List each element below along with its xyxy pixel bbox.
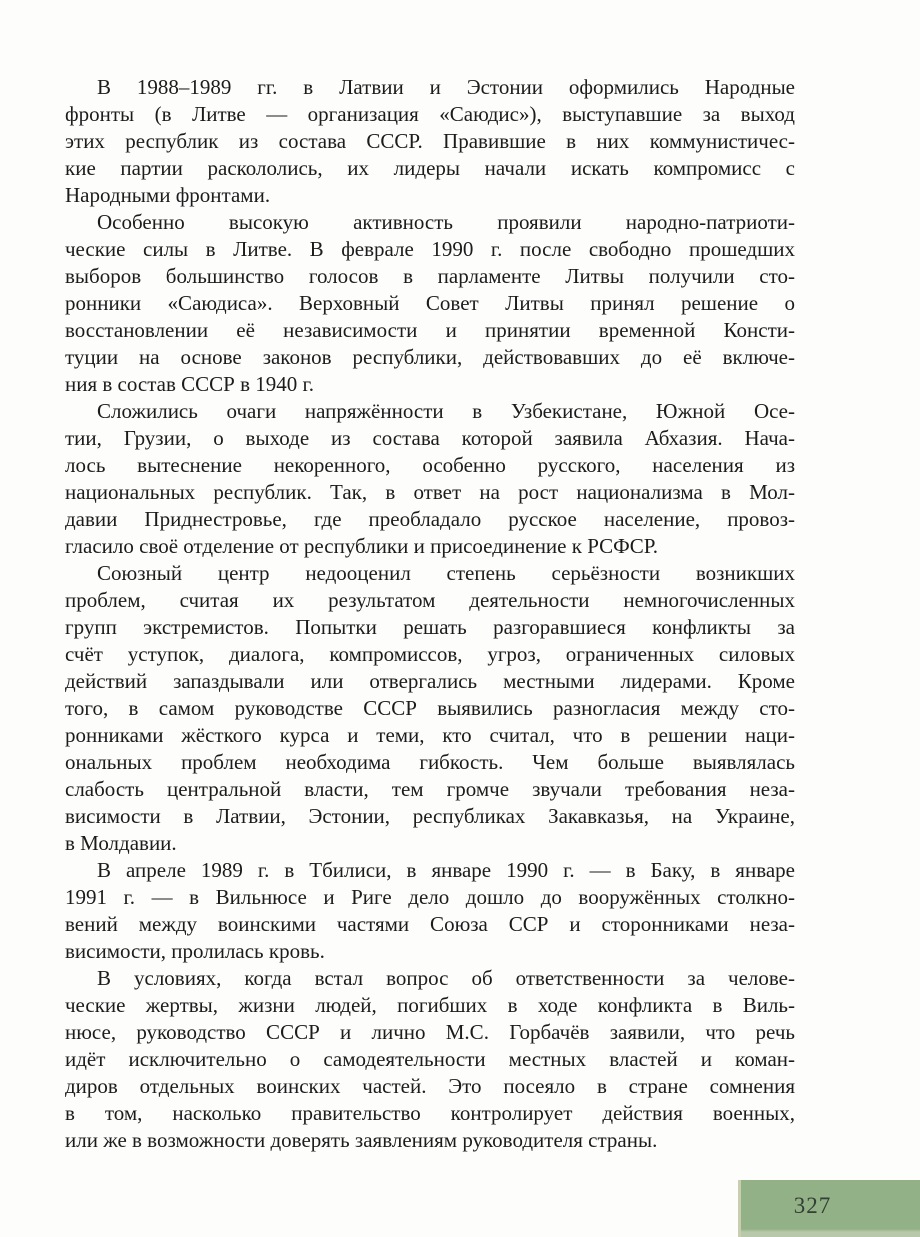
text-line: ния в состав СССР в 1940 г. xyxy=(65,372,314,396)
text-line: выборов большинство голосов в парламенте Литвы получили сто- xyxy=(65,264,795,288)
text-line: проблем, считая их результатом деятельности немногочисленных xyxy=(65,588,795,612)
text-line: Союзный центр недооценил степень серьёзности возникших xyxy=(97,561,795,585)
text-line: слабость центральной власти, тем громче звучали требования неза- xyxy=(65,777,795,801)
text-line: идёт исключительно о самодеятельности местных властей и коман- xyxy=(65,1047,795,1071)
text-line: в Молдавии. xyxy=(65,831,177,855)
text-line: счёт уступок, диалога, компромиссов, угроз, ограниченных силовых xyxy=(65,642,795,666)
text-line: кие партии раскололись, их лидеры начали искать компромисс с xyxy=(65,156,795,180)
text-line: Народными фронтами. xyxy=(65,183,271,207)
text-line: в том, насколько правительство контролирует действия военных, xyxy=(65,1101,795,1125)
page-number: 327 xyxy=(793,1192,832,1218)
text-line: Особенно высокую активность проявили народно-патриоти- xyxy=(97,210,795,234)
page-number-bar xyxy=(738,1180,920,1237)
text-line: или же в возможности доверять заявлениям руководителя страны. xyxy=(65,1128,658,1152)
text-line: ональных проблем необходима гибкость. Чем больше выявлялась xyxy=(65,750,795,774)
text-line: висимости, пролилась кровь. xyxy=(65,939,325,963)
text-line: нюсе, руководство СССР и лично М.С. Горбачёв заявили, что речь xyxy=(65,1020,795,1044)
text-line: 1991 г. — в Вильнюсе и Риге дело дошло до вооружённых столкно- xyxy=(65,885,795,909)
text-line: ческие силы в Литве. В феврале 1990 г. после свободно прошедших xyxy=(65,237,795,261)
text-line: В условиях, когда встал вопрос об ответственности за челове- xyxy=(97,966,795,990)
text-line: Сложились очаги напряжённости в Узбекистане, Южной Осе- xyxy=(97,399,795,423)
text-line: туции на основе законов республики, действовавших до её включе- xyxy=(65,345,795,369)
text-line: того, в самом руководстве СССР выявились разногласия между сто- xyxy=(65,696,795,720)
text-line: тии, Грузии, о выходе из состава которой заявила Абхазия. Нача- xyxy=(65,426,795,450)
text-line: этих республик из состава СССР. Правившие в них коммунистичес- xyxy=(65,129,795,153)
text-line: В апреле 1989 г. в Тбилиси, в январе 1990 г. — в Баку, в январе xyxy=(97,858,795,882)
text-line: диров отдельных воинских частей. Это посеяло в стране сомнения xyxy=(65,1074,795,1098)
text-line: давии Приднестровье, где преобладало русское население, провоз- xyxy=(65,507,795,531)
paragraph xyxy=(65,857,795,965)
paragraph xyxy=(65,398,795,560)
paragraph xyxy=(65,209,795,398)
paragraph xyxy=(65,965,795,1154)
text-line: восстановлении её независимости и принятии временной Консти- xyxy=(65,318,795,342)
paragraph xyxy=(65,74,795,209)
paragraph xyxy=(65,560,795,857)
text-line: лось вытеснение некоренного, особенно русского, населения из xyxy=(65,453,795,477)
text-line: висимости в Латвии, Эстонии, республиках Закавказья, на Украине, xyxy=(65,804,795,828)
text-line: ронники «Саюдиса». Верховный Совет Литвы принял решение о xyxy=(65,291,795,315)
text-line: В 1988–1989 гг. в Латвии и Эстонии оформились Народные xyxy=(97,75,795,99)
text-line: групп экстремистов. Попытки решать разгоравшиеся конфликты за xyxy=(65,615,795,639)
text-line: гласило своё отделение от республики и присоединение к РСФСР. xyxy=(65,534,659,558)
text-line: действий запаздывали или отвергались местными лидерами. Кроме xyxy=(65,669,795,693)
text-line: ческие жертвы, жизни людей, погибших в ходе конфликта в Виль- xyxy=(65,993,795,1017)
text-block xyxy=(65,74,795,1154)
text-line: ронниками жёсткого курса и теми, кто считал, что в решении наци- xyxy=(65,723,795,747)
text-line: вений между воинскими частями Союза ССР и сторонниками неза- xyxy=(65,912,795,936)
text-line: национальных республик. Так, в ответ на рост национализма в Мол- xyxy=(65,480,795,504)
text-line: фронты (в Литве — организация «Саюдис»), выступавшие за выход xyxy=(65,102,795,126)
